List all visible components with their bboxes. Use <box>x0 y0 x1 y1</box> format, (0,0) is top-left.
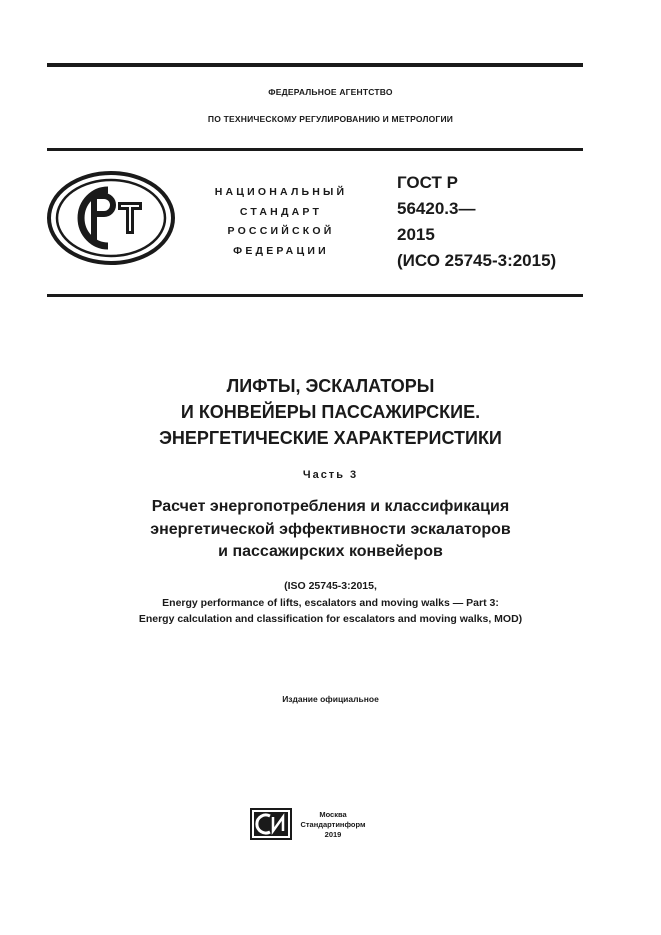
publisher-city: Москва <box>319 810 347 819</box>
designation-line-4: (ИСО 25745-3:2015) <box>397 251 557 270</box>
agency-line-2: ПО ТЕХНИЧЕСКОМУ РЕГУЛИРОВАНИЮ И МЕТРОЛОГИИ <box>207 114 454 124</box>
standard-type <box>196 183 366 261</box>
publisher-name: Стандартинформ <box>300 820 366 829</box>
title-line-1: ЛИФТЫ, ЭСКАЛАТОРЫ <box>226 376 435 396</box>
publisher-info <box>293 810 373 840</box>
edition-label: Издание официальное <box>282 694 379 704</box>
title-line-2: И КОНВЕЙЕРЫ ПАССАЖИРСКИЕ. <box>180 402 481 422</box>
international-reference <box>0 578 661 628</box>
standard-type-line-4: ФЕДЕРАЦИИ <box>233 244 329 257</box>
intl-line-3: Energy calculation and classification for escalators and moving walks, MOD) <box>138 613 523 625</box>
subtitle-line-2: энергетической эффективности эскалаторов <box>150 520 511 538</box>
standard-type-line-1: НАЦИОНАЛЬНЫЙ <box>214 186 348 198</box>
document-title <box>0 373 661 451</box>
standartinform-logo <box>250 808 292 840</box>
standard-type-line-3: РОССИЙСКОЙ <box>227 225 335 237</box>
top-rule <box>47 63 583 67</box>
intl-line-2: Energy performance of lifts, escalators and moving walks — Part 3: <box>162 596 499 609</box>
subtitle-line-3: и пассажирских конвейеров <box>218 543 443 560</box>
part-label: Часть 3 <box>302 469 359 481</box>
designation-line-1: ГОСТ Р <box>397 173 458 192</box>
subtitle-line-1: Расчет энергопотребления и классификация <box>151 498 510 515</box>
standard-designation <box>397 170 556 274</box>
lower-rule <box>47 294 583 297</box>
standard-type-line-2: СТАНДАРТ <box>239 205 323 218</box>
title-line-3: ЭНЕРГЕТИЧЕСКИЕ ХАРАКТЕРИСТИКИ <box>159 428 502 448</box>
intl-line-1: (ISO 25745-3:2015, <box>284 580 377 592</box>
upper-rule <box>47 148 583 151</box>
publisher-year: 2019 <box>324 830 342 839</box>
designation-line-3: 2015 <box>397 225 435 244</box>
agency-line-1: ФЕДЕРАЛЬНОЕ АГЕНТСТВО <box>268 87 393 97</box>
document-subtitle <box>0 496 661 564</box>
rst-conformity-emblem <box>46 170 176 266</box>
designation-line-2: 56420.3— <box>397 199 476 218</box>
